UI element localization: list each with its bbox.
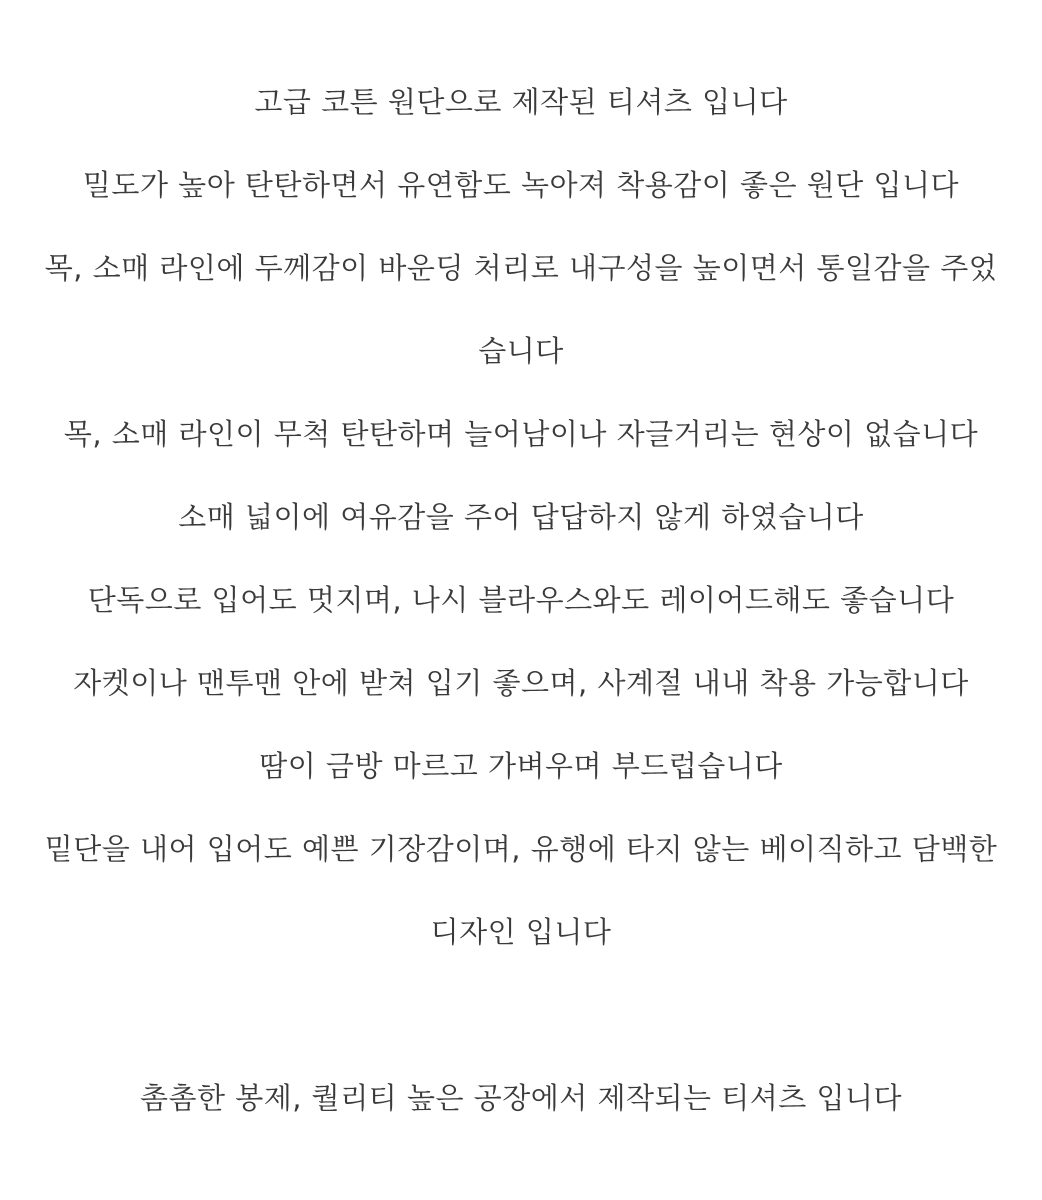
description-line-sleeve-width: 소매 넓이에 여유감을 주어 답답하지 않게 하였습니다 (178, 500, 864, 534)
description-line-quick-dry: 땀이 금방 마르고 가벼우며 부드럽습니다 (259, 749, 783, 783)
description-line-layering: 단독으로 입어도 멋지며, 나시 블라우스와도 레이어드해도 좋습니다 (87, 583, 955, 617)
description-line-fabric: 고급 코튼 원단으로 제작된 티셔츠 입니다 (254, 85, 788, 119)
description-line-sewing: 촘촘한 봉제, 퀄리티 높은 공장에서 제작되는 티셔츠 입니다 (139, 1081, 903, 1115)
description-line-density: 밀도가 높아 탄탄하면서 유연함도 녹아져 착용감이 좋은 원단 입니다 (82, 168, 960, 202)
description-line-length-cont: 디자인 입니다 (430, 915, 612, 949)
description-line-seasons: 자켓이나 맨투맨 안에 받쳐 입기 좋으며, 사계절 내내 착용 가능합니다 (73, 666, 969, 700)
description-line-length: 밑단을 내어 입어도 예쁜 기장감이며, 유행에 타지 않는 베이직하고 담백한 (44, 832, 998, 866)
description-line-binding: 목, 소매 라인에 두께감이 바운딩 처리로 내구성을 높이면서 통일감을 주었 (44, 251, 998, 285)
description-line-neck-sleeve: 목, 소매 라인이 무척 탄탄하며 늘어남이나 자글거리는 현상이 없습니다 (63, 417, 979, 451)
description-line-binding-cont: 습니다 (478, 334, 564, 368)
